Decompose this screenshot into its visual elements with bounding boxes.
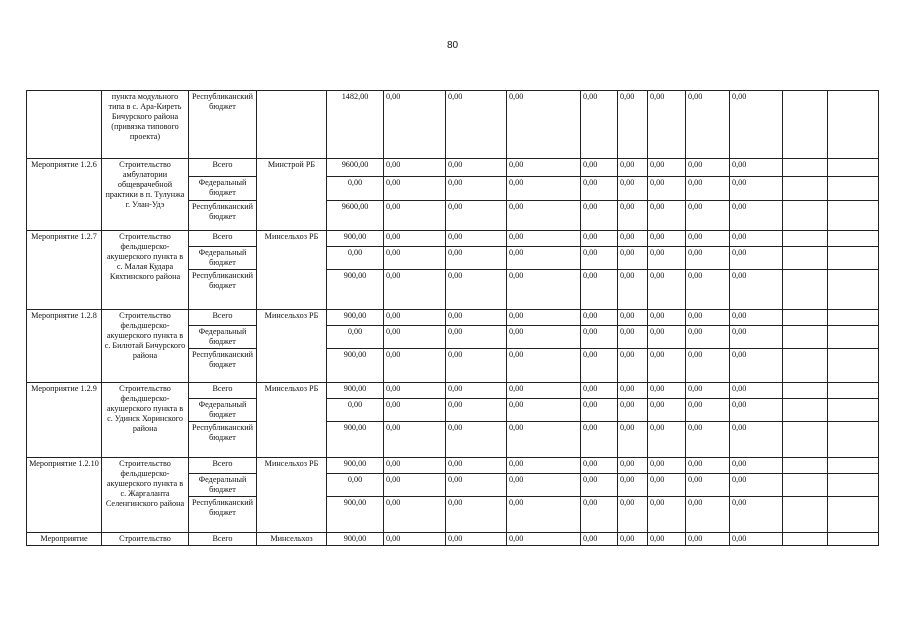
amount-cell: 0,00: [327, 399, 384, 422]
amount-cell: 900,00: [327, 533, 384, 546]
amount-cell: 0,00: [384, 422, 446, 458]
amount-cell: 900,00: [327, 270, 384, 310]
amount-cell: [783, 497, 828, 533]
amount-cell: [783, 247, 828, 270]
funding-source-cell: Всего: [189, 533, 257, 546]
amount-cell: 0,00: [730, 422, 783, 458]
amount-cell: 0,00: [686, 474, 730, 497]
amount-cell: [828, 497, 879, 533]
amount-cell: 9600,00: [327, 201, 384, 231]
amount-cell: 0,00: [507, 458, 581, 474]
amount-cell: 900,00: [327, 310, 384, 326]
activity-description-cell: Строительство: [102, 533, 189, 546]
amount-cell: 0,00: [384, 201, 446, 231]
activity-description-cell: Строительство фельдшерско-акушерского пункта в с. Удинск Хоринского района: [102, 383, 189, 458]
amount-cell: 0,00: [507, 159, 581, 177]
amount-cell: [828, 231, 879, 247]
amount-cell: 0,00: [446, 159, 507, 177]
funding-source-cell: Всего: [189, 231, 257, 247]
amount-cell: 0,00: [618, 474, 648, 497]
amount-cell: [828, 310, 879, 326]
amount-cell: 0,00: [446, 399, 507, 422]
table-row: [27, 91, 879, 159]
amount-cell: 0,00: [730, 326, 783, 349]
amount-cell: 0,00: [648, 270, 686, 310]
amount-cell: 0,00: [581, 270, 618, 310]
amount-cell: 0,00: [327, 177, 384, 201]
amount-cell: 0,00: [446, 91, 507, 159]
amount-cell: 900,00: [327, 458, 384, 474]
amount-cell: 0,00: [507, 399, 581, 422]
amount-cell: 0,00: [618, 91, 648, 159]
amount-cell: 0,00: [618, 231, 648, 247]
table-row: [27, 533, 879, 546]
amount-cell: 0,00: [686, 177, 730, 201]
executor-cell: Минсельхоз РБ: [257, 383, 327, 458]
funding-source-cell: Республиканский бюджет: [189, 270, 257, 310]
amount-cell: 0,00: [384, 159, 446, 177]
amount-cell: 0,00: [686, 383, 730, 399]
amount-cell: 0,00: [327, 247, 384, 270]
amount-cell: 0,00: [686, 247, 730, 270]
amount-cell: 0,00: [648, 326, 686, 349]
amount-cell: 0,00: [618, 422, 648, 458]
amount-cell: [783, 383, 828, 399]
amount-cell: 0,00: [507, 201, 581, 231]
amount-cell: [783, 326, 828, 349]
amount-cell: 0,00: [730, 399, 783, 422]
amount-cell: 0,00: [581, 177, 618, 201]
amount-cell: 0,00: [648, 159, 686, 177]
amount-cell: 0,00: [648, 349, 686, 383]
amount-cell: 0,00: [730, 349, 783, 383]
amount-cell: 0,00: [384, 349, 446, 383]
amount-cell: 0,00: [384, 399, 446, 422]
amount-cell: [828, 349, 879, 383]
amount-cell: 0,00: [730, 497, 783, 533]
amount-cell: [783, 422, 828, 458]
amount-cell: [783, 91, 828, 159]
amount-cell: 0,00: [686, 231, 730, 247]
amount-cell: 0,00: [686, 422, 730, 458]
amount-cell: 0,00: [446, 533, 507, 546]
amount-cell: 0,00: [648, 533, 686, 546]
amount-cell: 0,00: [618, 383, 648, 399]
amount-cell: 0,00: [581, 474, 618, 497]
amount-cell: 0,00: [581, 349, 618, 383]
amount-cell: 0,00: [384, 474, 446, 497]
amount-cell: 0,00: [581, 201, 618, 231]
funding-source-cell: Республиканский бюджет: [189, 422, 257, 458]
amount-cell: 0,00: [618, 399, 648, 422]
amount-cell: 0,00: [648, 177, 686, 201]
amount-cell: 0,00: [581, 310, 618, 326]
amount-cell: 0,00: [581, 422, 618, 458]
funding-source-cell: Всего: [189, 159, 257, 177]
amount-cell: 0,00: [581, 247, 618, 270]
amount-cell: 0,00: [648, 383, 686, 399]
amount-cell: [828, 399, 879, 422]
amount-cell: 0,00: [618, 310, 648, 326]
amount-cell: 0,00: [384, 231, 446, 247]
amount-cell: [828, 177, 879, 201]
amount-cell: 0,00: [384, 458, 446, 474]
funding-source-cell: Республиканский бюджет: [189, 497, 257, 533]
amount-cell: 0,00: [446, 231, 507, 247]
table-row: [27, 231, 879, 247]
amount-cell: [828, 383, 879, 399]
amount-cell: 0,00: [618, 270, 648, 310]
amount-cell: 0,00: [618, 159, 648, 177]
amount-cell: 0,00: [446, 247, 507, 270]
amount-cell: 0,00: [507, 270, 581, 310]
amount-cell: 0,00: [730, 474, 783, 497]
amount-cell: [828, 474, 879, 497]
amount-cell: 0,00: [581, 533, 618, 546]
executor-cell: Минстрой РБ: [257, 159, 327, 231]
amount-cell: 0,00: [648, 310, 686, 326]
activity-name-cell: Мероприятие 1.2.6: [27, 159, 102, 231]
amount-cell: 0,00: [446, 326, 507, 349]
activity-description-cell: Строительство амбулатории общеврачебной практики в п. Тулунжа г. Улан-Удэ: [102, 159, 189, 231]
amount-cell: 0,00: [507, 349, 581, 383]
amount-cell: 0,00: [730, 159, 783, 177]
amount-cell: 0,00: [648, 247, 686, 270]
amount-cell: [783, 349, 828, 383]
amount-cell: [828, 458, 879, 474]
amount-cell: [783, 310, 828, 326]
table-row: [27, 310, 879, 326]
budget-table: [26, 90, 879, 546]
amount-cell: 0,00: [384, 383, 446, 399]
activity-description-cell: Строительство фельдшерско-акушерского пункта в с. Жаргаланта Селенгинского района: [102, 458, 189, 533]
amount-cell: [828, 159, 879, 177]
amount-cell: 900,00: [327, 497, 384, 533]
amount-cell: 0,00: [581, 231, 618, 247]
amount-cell: 0,00: [581, 159, 618, 177]
amount-cell: 0,00: [618, 533, 648, 546]
amount-cell: 0,00: [730, 201, 783, 231]
amount-cell: 0,00: [446, 474, 507, 497]
amount-cell: [783, 231, 828, 247]
amount-cell: 0,00: [730, 458, 783, 474]
amount-cell: 0,00: [618, 458, 648, 474]
amount-cell: 0,00: [686, 91, 730, 159]
funding-source-cell: Федеральный бюджет: [189, 326, 257, 349]
table-row: [27, 159, 879, 177]
funding-source-cell: Всего: [189, 310, 257, 326]
amount-cell: 0,00: [384, 247, 446, 270]
amount-cell: 900,00: [327, 231, 384, 247]
amount-cell: 0,00: [384, 177, 446, 201]
amount-cell: 0,00: [648, 422, 686, 458]
amount-cell: 0,00: [581, 497, 618, 533]
amount-cell: 0,00: [327, 326, 384, 349]
amount-cell: [783, 533, 828, 546]
amount-cell: [783, 159, 828, 177]
funding-source-cell: Федеральный бюджет: [189, 177, 257, 201]
amount-cell: 0,00: [648, 91, 686, 159]
executor-cell: Минсельхоз РБ: [257, 310, 327, 383]
amount-cell: 0,00: [507, 533, 581, 546]
executor-cell: Минсельхоз: [257, 533, 327, 546]
amount-cell: 0,00: [446, 422, 507, 458]
amount-cell: 0,00: [507, 177, 581, 201]
amount-cell: [828, 270, 879, 310]
amount-cell: 1482,00: [327, 91, 384, 159]
amount-cell: 0,00: [581, 326, 618, 349]
amount-cell: 0,00: [618, 326, 648, 349]
amount-cell: 0,00: [507, 231, 581, 247]
amount-cell: [828, 422, 879, 458]
funding-source-cell: Республиканский бюджет: [189, 91, 257, 159]
executor-cell: Минсельхоз РБ: [257, 458, 327, 533]
amount-cell: 0,00: [686, 399, 730, 422]
amount-cell: 0,00: [648, 458, 686, 474]
amount-cell: 0,00: [384, 270, 446, 310]
executor-cell: Минсельхоз РБ: [257, 231, 327, 310]
amount-cell: 0,00: [730, 533, 783, 546]
amount-cell: 0,00: [730, 91, 783, 159]
amount-cell: 0,00: [507, 422, 581, 458]
amount-cell: 0,00: [648, 201, 686, 231]
activity-name-cell: Мероприятие 1.2.10: [27, 458, 102, 533]
amount-cell: [783, 474, 828, 497]
amount-cell: 0,00: [507, 383, 581, 399]
amount-cell: 0,00: [686, 349, 730, 383]
amount-cell: 0,00: [446, 383, 507, 399]
amount-cell: 0,00: [446, 177, 507, 201]
amount-cell: 0,00: [686, 326, 730, 349]
amount-cell: 0,00: [446, 458, 507, 474]
amount-cell: 9600,00: [327, 159, 384, 177]
amount-cell: 0,00: [648, 474, 686, 497]
amount-cell: 0,00: [384, 533, 446, 546]
amount-cell: 0,00: [507, 497, 581, 533]
executor-cell: [257, 91, 327, 159]
amount-cell: 0,00: [686, 159, 730, 177]
amount-cell: [783, 177, 828, 201]
amount-cell: 0,00: [327, 474, 384, 497]
amount-cell: 0,00: [384, 91, 446, 159]
amount-cell: 0,00: [384, 497, 446, 533]
funding-source-cell: Всего: [189, 383, 257, 399]
activity-description-cell: пункта модульного типа в с. Ара-Киреть Бичурского района (привязка типового проекта): [102, 91, 189, 159]
amount-cell: [828, 533, 879, 546]
activity-name-cell: Мероприятие 1.2.9: [27, 383, 102, 458]
amount-cell: 0,00: [648, 399, 686, 422]
amount-cell: 0,00: [618, 349, 648, 383]
funding-source-cell: Федеральный бюджет: [189, 399, 257, 422]
amount-cell: [828, 91, 879, 159]
amount-cell: 900,00: [327, 383, 384, 399]
amount-cell: [828, 201, 879, 231]
funding-source-cell: Федеральный бюджет: [189, 474, 257, 497]
table-row: [27, 383, 879, 399]
amount-cell: 0,00: [618, 497, 648, 533]
amount-cell: 0,00: [581, 458, 618, 474]
amount-cell: 0,00: [446, 310, 507, 326]
amount-cell: [828, 247, 879, 270]
amount-cell: 0,00: [446, 349, 507, 383]
activity-name-cell: Мероприятие: [27, 533, 102, 546]
amount-cell: 900,00: [327, 349, 384, 383]
amount-cell: 0,00: [730, 310, 783, 326]
amount-cell: 0,00: [618, 177, 648, 201]
activity-description-cell: Строительство фельдшерско-акушерского пункта в с. Малая Кудара Кяхтинского района: [102, 231, 189, 310]
amount-cell: 0,00: [730, 177, 783, 201]
amount-cell: 0,00: [686, 310, 730, 326]
page-number: 80: [446, 40, 459, 51]
funding-source-cell: Республиканский бюджет: [189, 349, 257, 383]
amount-cell: 0,00: [446, 497, 507, 533]
amount-cell: 0,00: [507, 326, 581, 349]
amount-cell: 0,00: [686, 458, 730, 474]
amount-cell: [828, 326, 879, 349]
amount-cell: 0,00: [730, 247, 783, 270]
amount-cell: 0,00: [581, 91, 618, 159]
activity-name-cell: Мероприятие 1.2.7: [27, 231, 102, 310]
amount-cell: 0,00: [686, 497, 730, 533]
amount-cell: [783, 201, 828, 231]
activity-name-cell: [27, 91, 102, 159]
amount-cell: 0,00: [648, 497, 686, 533]
amount-cell: 0,00: [686, 533, 730, 546]
activity-description-cell: Строительство фельдшерско-акушерского пункта в с. Билютай Бичурского района: [102, 310, 189, 383]
funding-source-cell: Федеральный бюджет: [189, 247, 257, 270]
amount-cell: 0,00: [648, 231, 686, 247]
amount-cell: 0,00: [446, 270, 507, 310]
amount-cell: [783, 458, 828, 474]
amount-cell: 0,00: [507, 310, 581, 326]
amount-cell: 0,00: [507, 474, 581, 497]
funding-source-cell: Республиканский бюджет: [189, 201, 257, 231]
amount-cell: 0,00: [581, 383, 618, 399]
amount-cell: [783, 399, 828, 422]
amount-cell: 0,00: [384, 326, 446, 349]
activity-name-cell: Мероприятие 1.2.8: [27, 310, 102, 383]
amount-cell: 0,00: [507, 247, 581, 270]
amount-cell: 0,00: [446, 201, 507, 231]
amount-cell: 0,00: [581, 399, 618, 422]
amount-cell: 0,00: [507, 91, 581, 159]
amount-cell: 0,00: [730, 383, 783, 399]
table-row: [27, 458, 879, 474]
amount-cell: 0,00: [384, 310, 446, 326]
amount-cell: 900,00: [327, 422, 384, 458]
amount-cell: [783, 270, 828, 310]
amount-cell: 0,00: [618, 201, 648, 231]
amount-cell: 0,00: [730, 231, 783, 247]
amount-cell: 0,00: [730, 270, 783, 310]
amount-cell: 0,00: [686, 201, 730, 231]
amount-cell: 0,00: [686, 270, 730, 310]
amount-cell: 0,00: [618, 247, 648, 270]
funding-source-cell: Всего: [189, 458, 257, 474]
